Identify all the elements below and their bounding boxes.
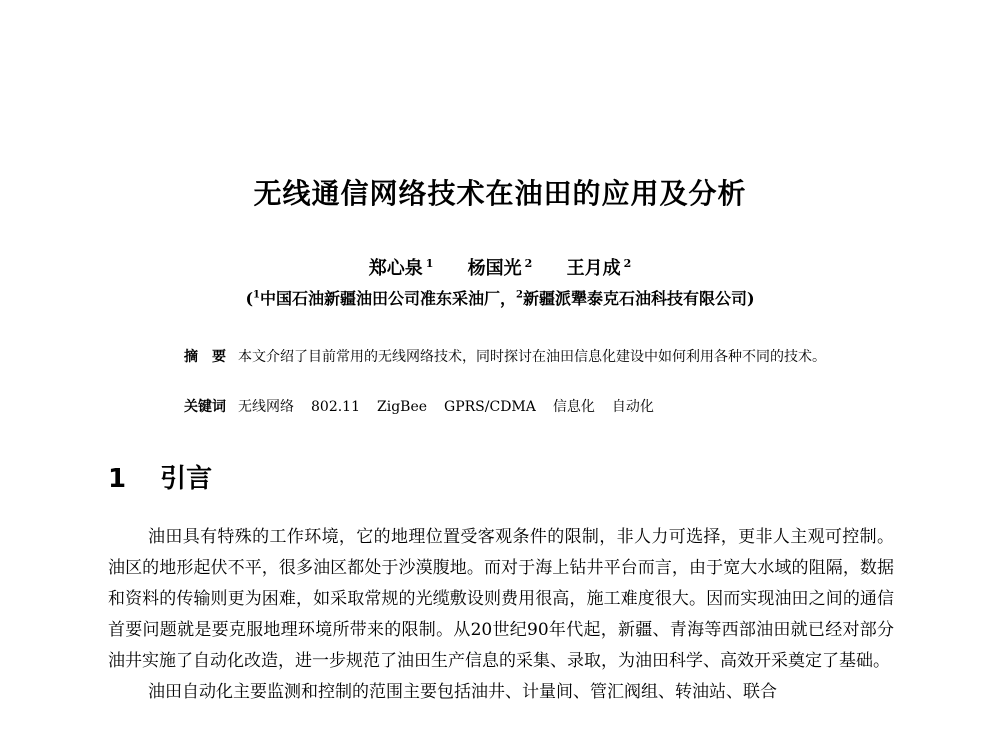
keyword: 802.11 [311,399,360,415]
keyword: ZigBee [377,399,428,415]
affiliation-1: 中国石油新疆油田公司准东采油厂， [259,289,516,308]
author-name: 杨国光 [467,258,522,279]
author-affiliation-mark: 2 [623,257,632,270]
affiliation-close-paren: ) [746,289,755,308]
abstract-text: 本文介绍了目前常用的无线网络技术，同时探讨在油田信息化建设中如何利用各种不同的技术。 [238,349,826,365]
abstract-label: 摘 要 [184,349,226,365]
affiliation-mark-2: 2 [516,289,523,301]
body-text [108,522,894,708]
affiliation-2: 新疆派犟泰克石油科技有限公司 [522,289,747,308]
abstract [136,346,860,368]
affiliation-mark-1: 1 [253,289,260,301]
author [567,254,632,280]
author-affiliation-mark: 1 [425,257,434,270]
affiliation-open-paren: ( [245,289,254,308]
paper-title: 无线通信网络技术在油田的应用及分析 [253,177,747,210]
keyword: GPRS/CDMA [444,399,536,415]
keywords-label: 关键词 [184,399,226,415]
author-name: 郑心泉 [368,258,423,279]
paragraph: 油田具有特殊的工作环境，它的地理位置受客观条件的限制，非人力可选择，更非人主观可控制。油区的地形起伏不平，很多油区都处于沙漠腹地。而对于海上钻井平台而言，由于宽大水域的阻隔，数据和资料的传输则更为困难，如采取常规的光缆敷设则费用很高，施工难度很大。因而实现油田之间的通信首要问题就是要克服地理环境所带来的限制。从20世纪90年代起，新疆、青海等西部油田就已经对部分油井实施了自动化改造，进一步规范了油田生产信息的采集、录取，为油田科学、高效开采奠定了基础。 [108,527,894,671]
keywords [184,396,671,416]
author [468,254,533,280]
section-title: 引言 [160,464,213,494]
paragraph: 油田自动化主要监测和控制的范围主要包括油井、计量间、管汇阀组、转油站、联合 [148,682,777,702]
section-number: 1 [108,464,127,494]
author-name: 王月成 [566,258,621,279]
keyword: 自动化 [611,399,654,415]
keyword: 无线网络 [238,399,294,415]
section-heading [108,458,212,495]
author-affiliation-mark: 2 [524,257,533,270]
affiliations [0,286,1000,309]
author [369,254,434,280]
author-list [0,254,1000,280]
keyword: 信息化 [552,399,595,415]
